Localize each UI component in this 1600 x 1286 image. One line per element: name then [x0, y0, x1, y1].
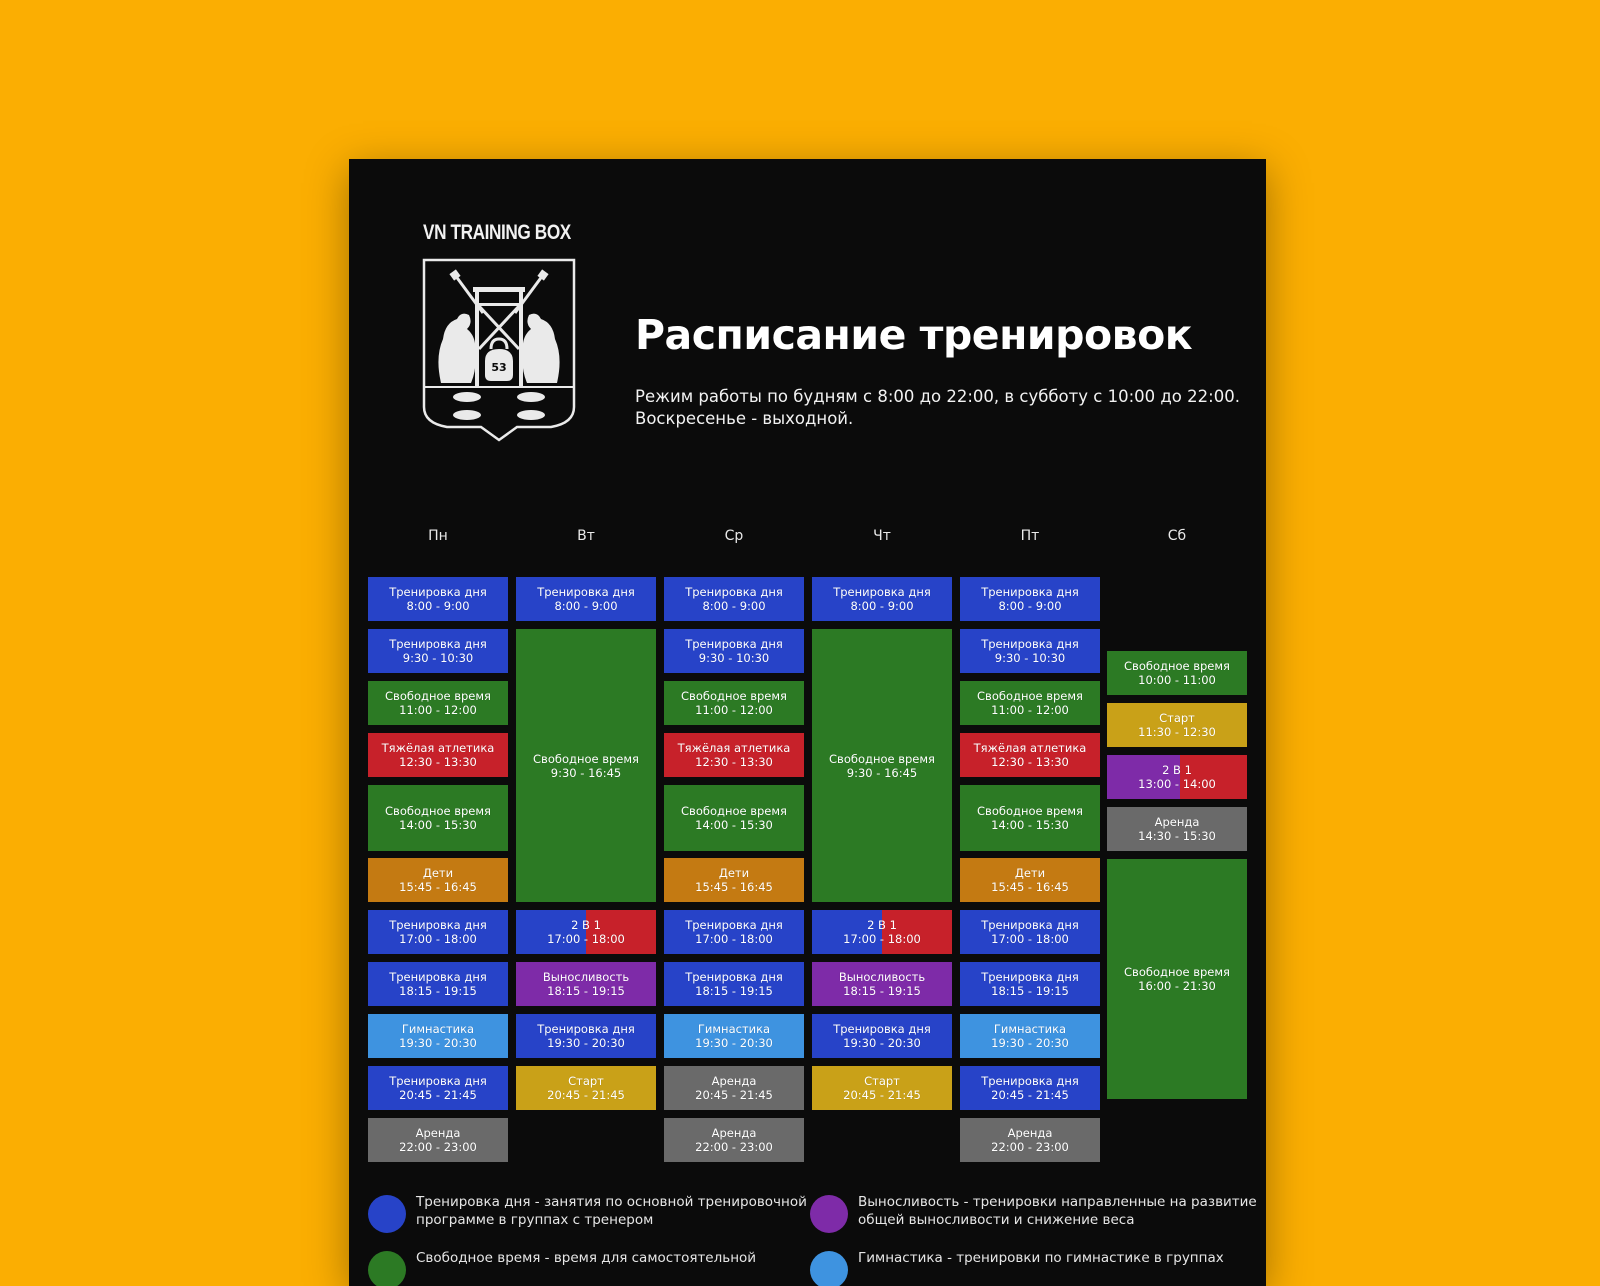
block-time: 17:00 - 18:00	[843, 932, 921, 946]
block-label: Тренировка дня	[685, 585, 783, 599]
opening-hours-sunday: Воскресенье - выходной.	[635, 409, 854, 428]
legend-color-dot	[368, 1195, 406, 1233]
block-time: 20:45 - 21:45	[547, 1088, 625, 1102]
block-label: 2 В 1	[571, 918, 601, 932]
block-time: 19:30 - 20:30	[843, 1036, 921, 1050]
block-time: 8:00 - 9:00	[554, 599, 618, 613]
block-time: 20:45 - 21:45	[399, 1088, 477, 1102]
block-label: 2 В 1	[867, 918, 897, 932]
block-label: Тренировка дня	[389, 585, 487, 599]
block-time: 11:00 - 12:00	[399, 703, 477, 717]
block-label: Выносливость	[542, 970, 630, 984]
schedule-block	[664, 577, 804, 621]
block-label: Тренировка дня	[833, 1022, 931, 1036]
block-label: Гимнастика	[993, 1022, 1067, 1036]
block-time: 9:30 - 16:45	[550, 765, 622, 780]
block-time: 12:30 - 13:30	[991, 755, 1069, 769]
block-time: 17:00 - 18:00	[695, 932, 773, 946]
block-label: Тренировка дня	[537, 585, 635, 599]
day-header: Пт	[1020, 528, 1040, 544]
block-time: 18:15 - 19:15	[695, 984, 773, 998]
schedule-block	[960, 681, 1100, 725]
day-header: Ср	[724, 528, 744, 544]
block-time: 19:30 - 20:30	[695, 1036, 773, 1050]
block-time: 11:00 - 12:00	[695, 703, 773, 717]
block-label: Свободное время	[385, 689, 491, 703]
schedule-block	[812, 910, 952, 954]
block-label: Тренировка дня	[981, 970, 1079, 984]
block-label: Дети	[718, 866, 750, 880]
opening-hours-weekdays: Режим работы по будням с 8:00 до 22:00, в субботу с 10:00 до 22:00.	[635, 387, 1240, 406]
block-time: 12:30 - 13:30	[399, 755, 477, 769]
schedule-poster	[349, 159, 1266, 1286]
schedule-block	[664, 962, 804, 1006]
day-header: Вт	[577, 528, 595, 544]
block-time: 8:00 - 9:00	[850, 599, 914, 613]
block-time: 20:45 - 21:45	[695, 1088, 773, 1102]
block-time: 22:00 - 23:00	[991, 1140, 1069, 1154]
schedule-block	[516, 629, 656, 902]
schedule-block	[1107, 755, 1247, 799]
schedule-block	[368, 681, 508, 725]
block-time: 18:15 - 19:15	[399, 984, 477, 998]
legend-color-dot	[368, 1251, 406, 1286]
schedule-block	[368, 785, 508, 851]
schedule-block	[368, 733, 508, 777]
day-header: Чт	[873, 528, 891, 544]
block-label: Свободное время	[977, 689, 1083, 703]
block-time: 13:00 - 14:00	[1138, 777, 1216, 791]
schedule-block	[960, 910, 1100, 954]
schedule-block	[664, 1066, 804, 1110]
schedule-block	[960, 1066, 1100, 1110]
block-time: 14:00 - 15:30	[991, 818, 1069, 832]
schedule-block	[368, 629, 508, 673]
block-label: Тяжёлая атлетика	[381, 741, 495, 755]
block-time: 14:00 - 15:30	[399, 818, 477, 832]
block-label: Тренировка дня	[981, 637, 1079, 651]
day-header: Пн	[428, 528, 448, 544]
block-label: Свободное время	[1124, 659, 1230, 673]
schedule-block	[960, 785, 1100, 851]
block-label: Тренировка дня	[389, 918, 487, 932]
schedule-block	[368, 1066, 508, 1110]
schedule-block	[960, 577, 1100, 621]
block-time: 11:00 - 12:00	[991, 703, 1069, 717]
block-time: 17:00 - 18:00	[399, 932, 477, 946]
schedule-block	[960, 733, 1100, 777]
legend-entry-text: Гимнастика - тренировки по гимнастике в группах	[858, 1250, 1224, 1266]
block-label: Старт	[864, 1074, 900, 1088]
schedule-block	[960, 1118, 1100, 1162]
block-label: Старт	[568, 1074, 604, 1088]
block-label: Свободное время	[829, 751, 935, 766]
block-label: Тренировка дня	[685, 918, 783, 932]
block-time: 15:45 - 16:45	[695, 880, 773, 894]
block-label: Старт	[1159, 711, 1195, 725]
day-header: Сб	[1167, 528, 1187, 544]
block-label: Свободное время	[533, 751, 639, 766]
brand-name: VN TRAINING BOX	[423, 221, 571, 244]
schedule-block	[516, 577, 656, 621]
block-time: 19:30 - 20:30	[399, 1036, 477, 1050]
block-time: 9:30 - 10:30	[994, 651, 1066, 665]
block-label: Аренда	[1007, 1126, 1053, 1140]
schedule-block	[368, 910, 508, 954]
schedule-block	[1107, 807, 1247, 851]
schedule-block	[812, 629, 952, 902]
legend-entry-text: Тренировка дня - занятия по основной тренировочной программе в группах с тренером	[416, 1194, 807, 1228]
block-time: 9:30 - 10:30	[698, 651, 770, 665]
opening-hours	[635, 386, 1245, 430]
schedule-block	[516, 1066, 656, 1110]
schedule-block	[664, 733, 804, 777]
block-time: 15:45 - 16:45	[399, 880, 477, 894]
block-time: 9:30 - 10:30	[402, 651, 474, 665]
schedule-block	[1107, 651, 1247, 695]
block-time: 11:30 - 12:30	[1138, 725, 1216, 739]
schedule-block	[812, 1014, 952, 1058]
block-label: Аренда	[711, 1074, 757, 1088]
schedule-block	[960, 962, 1100, 1006]
block-label: Аренда	[711, 1126, 757, 1140]
schedule-block	[960, 858, 1100, 902]
legend-color-dot	[810, 1251, 848, 1286]
block-label: Дети	[422, 866, 454, 880]
svg-text:53: 53	[491, 361, 507, 374]
block-time: 17:00 - 18:00	[547, 932, 625, 946]
block-label: Тренировка дня	[537, 1022, 635, 1036]
block-label: Выносливость	[838, 970, 926, 984]
schedule-block	[664, 910, 804, 954]
block-time: 12:30 - 13:30	[695, 755, 773, 769]
schedule-block	[368, 858, 508, 902]
block-time: 18:15 - 19:15	[991, 984, 1069, 998]
legend-entry-text: Свободное время - время для самостоятельной	[416, 1250, 757, 1266]
block-label: Тренировка дня	[833, 585, 931, 599]
schedule-block	[664, 785, 804, 851]
block-time: 17:00 - 18:00	[991, 932, 1069, 946]
block-label: Свободное время	[681, 689, 787, 703]
page-title: Расписание тренировок	[635, 311, 1193, 359]
schedule-block	[1107, 703, 1247, 747]
schedule-block	[812, 577, 952, 621]
block-label: Тренировка дня	[981, 585, 1079, 599]
block-time: 8:00 - 9:00	[998, 599, 1062, 613]
schedule-block	[664, 1118, 804, 1162]
schedule-block	[664, 629, 804, 673]
block-time: 18:15 - 19:15	[547, 984, 625, 998]
block-label: Аренда	[415, 1126, 461, 1140]
block-label: Тренировка дня	[981, 1074, 1079, 1088]
block-time: 16:00 - 21:30	[1138, 979, 1216, 993]
block-label: Дети	[1014, 866, 1046, 880]
schedule-block	[516, 910, 656, 954]
schedule-block	[664, 681, 804, 725]
gym-emblem	[421, 257, 577, 443]
block-time: 8:00 - 9:00	[406, 599, 470, 613]
schedule-block	[1107, 859, 1247, 1099]
block-time: 8:00 - 9:00	[702, 599, 766, 613]
schedule-block	[368, 1014, 508, 1058]
schedule-block	[516, 1014, 656, 1058]
block-time: 18:15 - 19:15	[843, 984, 921, 998]
block-time: 20:45 - 21:45	[843, 1088, 921, 1102]
schedule-block	[368, 1118, 508, 1162]
block-label: Тренировка дня	[685, 637, 783, 651]
schedule-block	[368, 577, 508, 621]
block-label: Тренировка дня	[981, 918, 1079, 932]
block-time: 19:30 - 20:30	[991, 1036, 1069, 1050]
block-time: 22:00 - 23:00	[695, 1140, 773, 1154]
schedule-block	[812, 1066, 952, 1110]
block-label: Свободное время	[1124, 965, 1230, 979]
block-label: Свободное время	[977, 804, 1083, 818]
schedule-block	[368, 962, 508, 1006]
schedule-block	[960, 629, 1100, 673]
block-label: Гимнастика	[401, 1022, 475, 1036]
block-time: 10:00 - 11:00	[1138, 673, 1216, 687]
legend-color-dot	[810, 1195, 848, 1233]
block-label: Тяжёлая атлетика	[677, 741, 791, 755]
schedule-block	[664, 1014, 804, 1058]
schedule-block	[812, 962, 952, 1006]
schedule-block	[516, 962, 656, 1006]
block-time: 20:45 - 21:45	[991, 1088, 1069, 1102]
legend-entry-text: Выносливость - тренировки направленные на развитие общей выносливости и снижение веса	[858, 1194, 1257, 1228]
schedule-block	[960, 1014, 1100, 1058]
block-time: 14:00 - 15:30	[695, 818, 773, 832]
block-label: Гимнастика	[697, 1022, 771, 1036]
block-time: 15:45 - 16:45	[991, 880, 1069, 894]
block-label: Тренировка дня	[389, 1074, 487, 1088]
block-time: 22:00 - 23:00	[399, 1140, 477, 1154]
block-label: Свободное время	[385, 804, 491, 818]
block-label: Тренировка дня	[389, 637, 487, 651]
block-time: 9:30 - 16:45	[846, 765, 918, 780]
block-label: Аренда	[1154, 815, 1200, 829]
block-label: Тренировка дня	[389, 970, 487, 984]
block-time: 19:30 - 20:30	[547, 1036, 625, 1050]
block-label: 2 В 1	[1162, 763, 1192, 777]
schedule-block	[664, 858, 804, 902]
block-label: Свободное время	[681, 804, 787, 818]
block-label: Тяжёлая атлетика	[973, 741, 1087, 755]
block-time: 14:30 - 15:30	[1138, 829, 1216, 843]
block-label: Тренировка дня	[685, 970, 783, 984]
